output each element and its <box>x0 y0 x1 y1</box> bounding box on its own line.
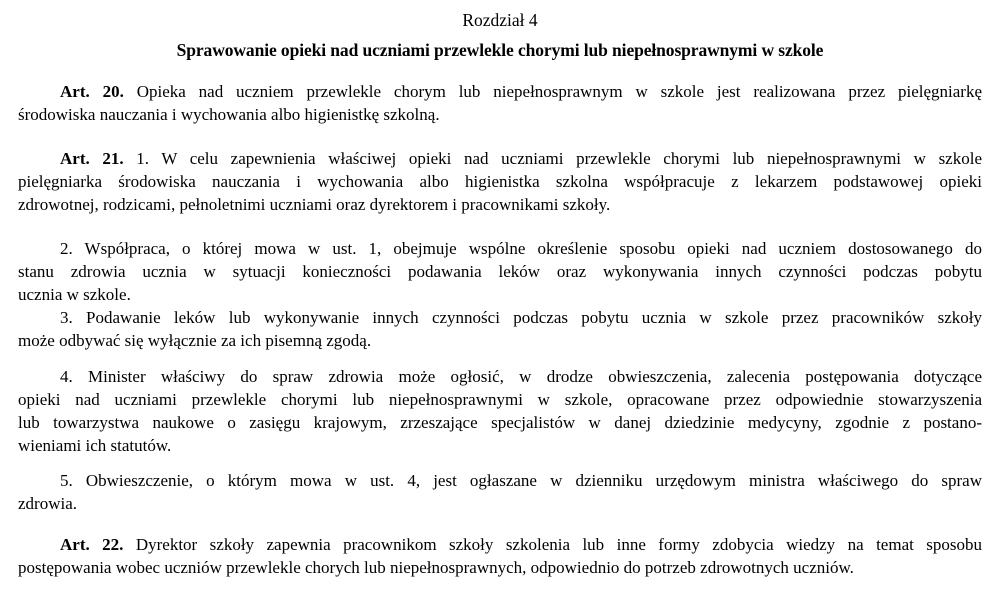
line-text: 1. W celu zapewnienia właściwej opieki nad uczniami przewlekle chorymi lub niepełnosprawnymi w szkole <box>123 149 982 168</box>
paragraph-line: ucznia w szkole. <box>18 285 131 304</box>
paragraph-line: zdrowotnej, rodzicami, pełnoletnimi uczniami oraz dyrektorem i pracownikami szkoły. <box>18 195 611 214</box>
chapter-title: Sprawowanie opieki nad uczniami przewlekle chorymi lub niepełnosprawnymi w szkole <box>176 40 824 60</box>
article-21-section-2 <box>18 237 982 306</box>
article-21-section-4 <box>18 365 982 457</box>
chapter-heading: Rozdział 4 <box>462 10 538 30</box>
paragraph-line <box>18 147 982 170</box>
paragraph-line <box>18 80 982 103</box>
article-label: Art. 21. <box>60 149 124 168</box>
paragraph-line: 3. Podawanie leków lub wykonywanie innych czynności podczas pobytu ucznia w szkole przez pracowników szkoły <box>60 308 982 327</box>
paragraph-line: 5. Obwieszczenie, o którym mowa w ust. 4, jest ogłaszane w dzienniku urzędowym ministra właściwego do spraw <box>60 471 982 490</box>
paragraph-line: postępowania wobec uczniów przewlekle chorych lub niepełnosprawnych, odpowiednio do potrzeb zdrowotnych uczniów. <box>18 558 854 577</box>
article-21-section-5 <box>18 469 982 515</box>
paragraph-line: zdrowia. <box>18 494 78 513</box>
paragraph-line: pielęgniarka środowiska nauczania i wychowania albo higienistka szkolna współpracuje z lekarzem podstawowej opieki <box>18 172 982 191</box>
paragraph-line <box>18 533 982 556</box>
article-20 <box>18 80 982 126</box>
line-text: Opieka nad uczniem przewlekle chorym lub niepełnosprawnym w szkole jest realizowana przez pielęgniarkę <box>123 82 982 101</box>
paragraph-line: 2. Współpraca, o której mowa w ust. 1, obejmuje wspólne określenie sposobu opieki nad uczniem dostosowanego do <box>60 239 982 258</box>
paragraph-line: stanu zdrowia ucznia w sytuacji konieczności podawania leków oraz wykonywania innych czynności podczas pobytu <box>18 262 982 281</box>
paragraph-line: opieki nad uczniami przewlekle chorymi lub niepełnosprawnymi w szkole, opracowane przez odpowiednie stowarzyszenia <box>18 390 982 409</box>
paragraph-line: środowiska nauczania i wychowania albo higienistkę szkolną. <box>18 105 440 124</box>
article-21-section-1 <box>18 147 982 216</box>
paragraph-line: 4. Minister właściwy do spraw zdrowia może ogłosić, w drodze obwieszczenia, zalecenia postępowania dotyczące <box>60 367 982 386</box>
line-text: Dyrektor szkoły zapewnia pracownikom szkoły szkolenia lub inne formy zdobycia wiedzy na temat sposobu <box>123 535 982 554</box>
paragraph-line: wieniami ich statutów. <box>18 436 172 455</box>
paragraph-line: lub towarzystwa naukowe o zasięgu krajowym, zrzeszające specjalistów w danej dziedzinie medycyny, zgodnie z postano- <box>18 413 982 432</box>
paragraph-line: może odbywać się wyłącznie za ich pisemną zgodą. <box>18 331 372 350</box>
article-label: Art. 22. <box>60 535 124 554</box>
article-21-section-3 <box>18 306 982 352</box>
article-label: Art. 20. <box>60 82 124 101</box>
article-22 <box>18 533 982 579</box>
